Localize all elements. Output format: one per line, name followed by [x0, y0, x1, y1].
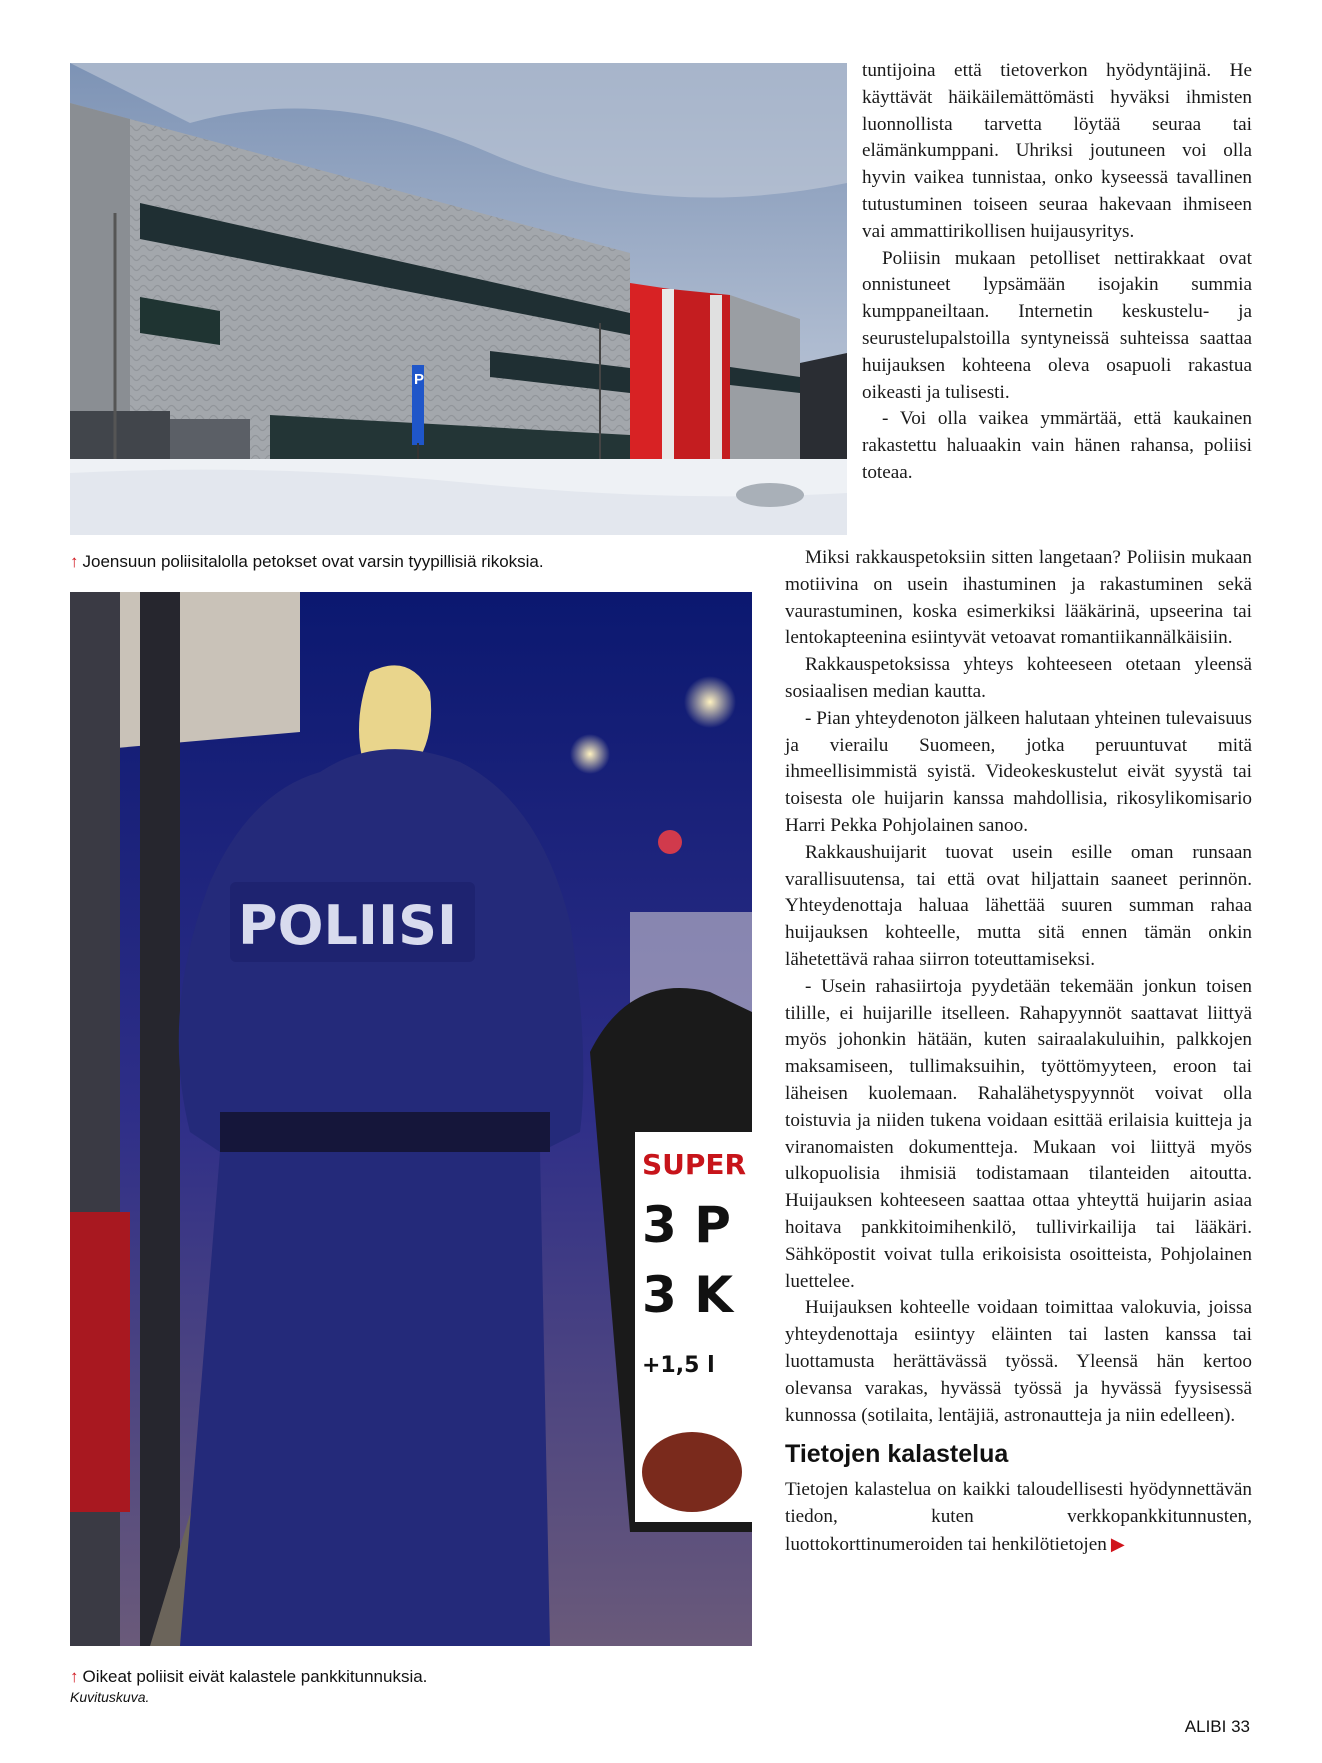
- paragraph: Huijauksen kohteelle voidaan toimittaa valokuvia, joissa yhteydenottaja esiintyy eläinten tai lasten kanssa tai luottamusta herättävässä työssä. Yleensä hän kertoo olevansa varakas, hyvässä työssä ja hyvässä fyysisessä kunnossa (sotilaita, lentäjiä, astronautteja ja niin edelleen).: [785, 1297, 1252, 1426]
- sign-line-2: 3 P: [642, 1196, 731, 1254]
- sign-line-4: +1,5 l: [642, 1353, 715, 1378]
- page-folio: ALIBI 33: [1184, 1717, 1250, 1736]
- article-column-main: [785, 545, 1252, 1559]
- building-photo: [70, 63, 847, 535]
- officer-photo: [70, 592, 752, 1646]
- arrow-up-icon: ↑: [70, 552, 79, 571]
- photo-credit: Kuvituskuva.: [70, 1689, 150, 1705]
- paragraph: - Pian yhteydenoton jälkeen halutaan yhteinen tulevaisuus ja vierailu Suomeen, jotka peruuntuvat mitä ihmeellisimmistä syistä. Videokeskustelut eivät syystä tai toisesta ole huijarin kanssa mahdollisia, rikosylikomisario Harri Pekka Pohjolainen sanoo.: [785, 707, 1252, 836]
- officer-caption: ↑ Oikeat poliisit eivät kalastele pankkitunnuksia. Kuvituskuva.: [70, 1666, 770, 1708]
- paragraph: Poliisin mukaan petolliset nettirakkaat ovat onnistuneet lypsämään isojakin summia kumppaneiltaan. Internetin keskustelu- ja seurustelupalstoilla syntyneissä suhteissa saattaa huijauksen kohteena oleva osapuoli rakastua oikeasti ja tulisesti.: [862, 247, 1252, 403]
- paragraph: Rakkauspetoksissa yhteys kohteeseen otetaan yleensä sosiaalisen median kautta.: [785, 654, 1252, 702]
- poliisi-back-text: POLIISI: [238, 894, 458, 957]
- sign-line-3: 3 K: [642, 1266, 733, 1324]
- arrow-up-icon: ↑: [70, 1667, 79, 1686]
- parking-sign-text: P: [414, 371, 425, 388]
- paragraph: tuntijoina että tietoverkon hyödyntäjinä. He käyttävät häikäilemättömästi hyväksi ihmisten luonnollista tarvetta löytää seuraa tai elämänkumppani. Uhriksi joutuneen voi olla hyvin vaikea tunnistaa, onko kyseessä tavallinen tutustuminen toiseen seuraa hakevaan ihmiseen vai ammattirikollisen huijausyritys.: [862, 60, 1252, 242]
- paragraph: - Voi olla vaikea ymmärtää, että kaukainen rakastettu haluaakin vain hänen rahansa, poliisi toteaa.: [862, 408, 1252, 483]
- paragraph: - Usein rahasiirtoja pyydetään tekemään jonkun toisen tilille, ei huijarille itselleen. Rahapyynnöt saattavat liittyä myös johonkin hätään, kuten sairaalakuluihin, palkkojen maksamiseen, tullimaksuihin, työttömyyteen, eroon tai läheisen kuolemaan. Rahalähetyspyynnöt voivat olla toistuvia ja niiden tukena voidaan esittää erilaisia kuitteja ja viranomaisten dokumentteja. Mukaan voi liittyä myös ulkopuolisia ihmisiä todistamaan tilanteiden aitoutta. Huijauksen kohteeseen saattaa ottaa yhteyttä huijarin asiaa hoitava pankkitoimihenkilö, tullivirkailija tai lääkäri. Sähköpostit voivat tulla erikoisista osoitteista, Pohjolainen luettelee.: [785, 975, 1252, 1292]
- article-column-top: [862, 58, 1252, 487]
- building-caption: ↑ Joensuun poliisitalolla petokset ovat varsin tyypillisiä rikoksia.: [70, 552, 544, 571]
- red-triangle-right-icon: ▶: [1110, 1533, 1125, 1554]
- paragraph: Miksi rakkauspetoksiin sitten langetaan? Poliisin mukaan motiivina on usein ihastuminen ja rakastuminen sekä vaurastuminen, koska esimerkiksi lääkärinä, upseerina tai lentokapteenina esiintyvät vetoavat romantiikannälkäisiin.: [785, 547, 1252, 649]
- sign-line-1: SUPER: [642, 1148, 747, 1181]
- subheading: Tietojen kalastelua: [785, 1440, 1009, 1469]
- paragraph-closing: Tietojen kalastelua on kaikki taloudellisesti hyödynnettävän tiedon, kuten verkkopankkitunnusten, luottokorttinumeroiden tai henkilötietojen ▶: [785, 1479, 1252, 1555]
- paragraph: Rakkaushuijarit tuovat usein esille oman runsaan varallisuutensa, tai että ovat hiljattain saaneet perinnön. Yhteydenottaja haluaa lähettää suuren summan rahaa huijauksen kohteelle, mutta sitä ennen tämän onkin lähetettävä rahaa siirron toteuttamiseksi.: [785, 841, 1252, 970]
